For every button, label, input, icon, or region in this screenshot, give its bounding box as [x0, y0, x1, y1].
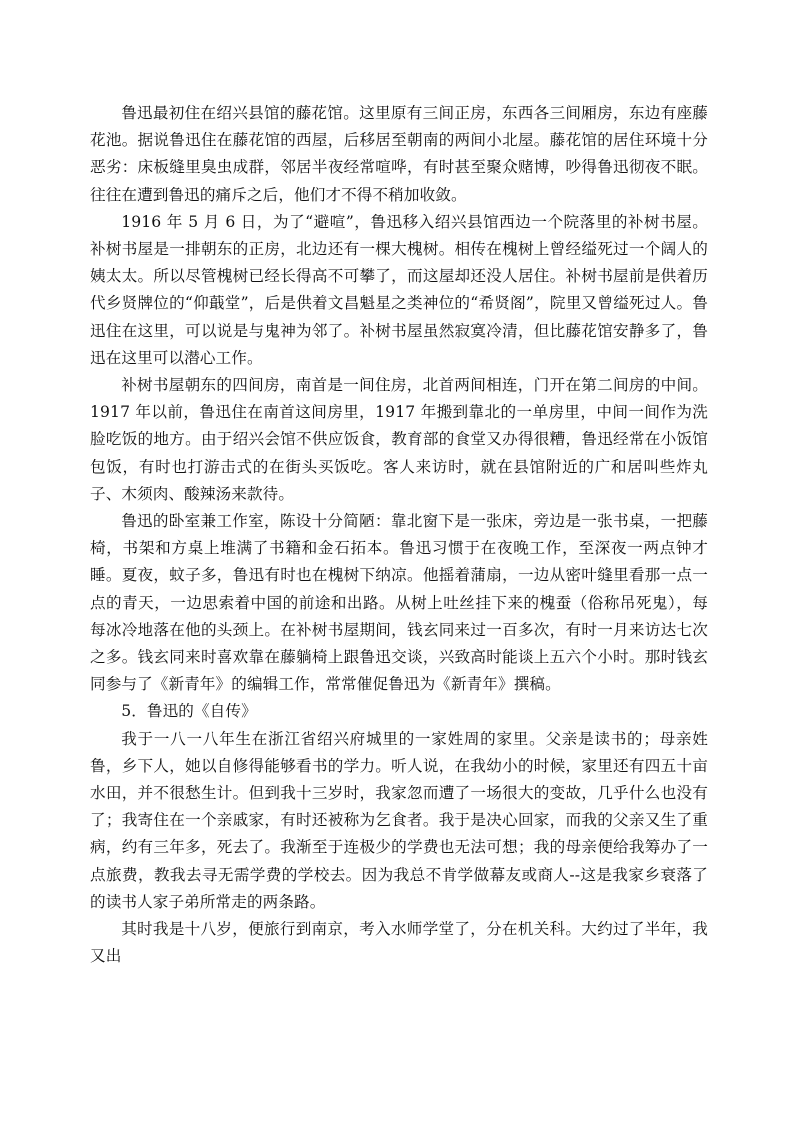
section-heading-autobiography: 5．鲁迅的《自传》	[121, 702, 257, 721]
body-text	[90, 100, 708, 971]
paragraph-bushu-study: 1916 年 5 月 6 日，为了“避喧”，鲁迅移入绍兴县馆西边一个院落里的补树书屋。补树书屋是一排朝东的正房，北边还有一棵大槐树。相传在槐树上曾经缢死过一个阔人的姨太太。所以尽管槐树已经长得高不可攀了，而这屋却还没人居住。补树书屋前是供着历代乡贤牌位的“仰蕺堂”，后是供着文昌魁星之类神位的“希贤阁”，院里又曾缢死过人。鲁迅住在这里，可以说是与鬼神为邻了。补树书屋虽然寂寞冷清，但比藤花馆安静多了，鲁迅在这里可以潜心工作。	[90, 212, 708, 367]
paragraph-bushu-rooms: 补树书屋朝东的四间房，南首是一间住房，北首两间相连，门开在第二间房的中间。1917 年以前，鲁迅住在南首这间房里，1917 年搬到靠北的一单房里，中间一间作为洗脸吃饭的地方。由于绍兴会馆不供应饭食，教育部的食堂又办得很糟，鲁迅经常在小饭馆包饭，有时也打游击式的在街头买饭吃。客人来访时，就在县馆附近的广和居叫些炸丸子、木须肉、酸辣汤来款待。	[90, 376, 708, 503]
paragraph-bedroom-study: 鲁迅的卧室兼工作室，陈设十分简陋：靠北窗下是一张床，旁边是一张书桌，一把藤椅，书架和方桌上堆满了书籍和金石拓本。鲁迅习惯于在夜晚工作，至深夜一两点钟才睡。夏夜，蚊子多，鲁迅有时也在槐树下纳凉。他摇着蒲扇，一边从密叶缝里看那一点一点的青天，一边思索着中国的前途和出路。从树上吐丝挂下来的槐蚕（俗称吊死鬼），每每冰冷地落在他的头颈上。在补树书屋期间，钱玄同来过一百多次，有时一月来访达七次之多。钱玄同来时喜欢靠在藤躺椅上跟鲁迅交谈，兴致高时能谈上五六个小时。那时钱玄同参与了《新青年》的编辑工作，常常催促鲁迅为《新青年》撰稿。	[90, 512, 708, 694]
paragraph-autobiography-nanjing: 其时我是十八岁，便旅行到南京，考入水师学堂了，分在机关科。大约过了半年，我又出	[90, 920, 708, 966]
paragraph-tenghua-hall: 鲁迅最初住在绍兴县馆的藤花馆。这里原有三间正房，东西各三间厢房，东边有座藤花池。据说鲁迅住在藤花馆的西屋，后移居至朝南的两间小北屋。藤花馆的居住环境十分恶劣：床板缝里臭虫成群，邻居半夜经常喧哗，有时甚至聚众赌博，吵得鲁迅彻夜不眠。往往在遭到鲁迅的痛斥之后，他们才不得不稍加收敛。	[90, 104, 708, 204]
paragraph-autobiography-early-life: 我于一八一八年生在浙江省绍兴府城里的一家姓周的家里。父亲是读书的；母亲姓鲁，乡下人，她以自修得能够看书的学力。听人说，在我幼小的时候，家里还有四五十亩水田，并不很愁生计。但到我十三岁时，我家忽而遭了一场很大的变故，几乎什么也没有了；我寄住在一个亲戚家，有时还被称为乞食者。我于是决心回家，而我的父亲又生了重病，约有三年多，死去了。我渐至于连极少的学费也无法可想；我的母亲便给我筹办了一点旅费，教我去寻无需学费的学校去。因为我总不肯学做幕友或商人--这是我家乡衰落了的读书人家子弟所常走的两条路。	[90, 729, 708, 911]
